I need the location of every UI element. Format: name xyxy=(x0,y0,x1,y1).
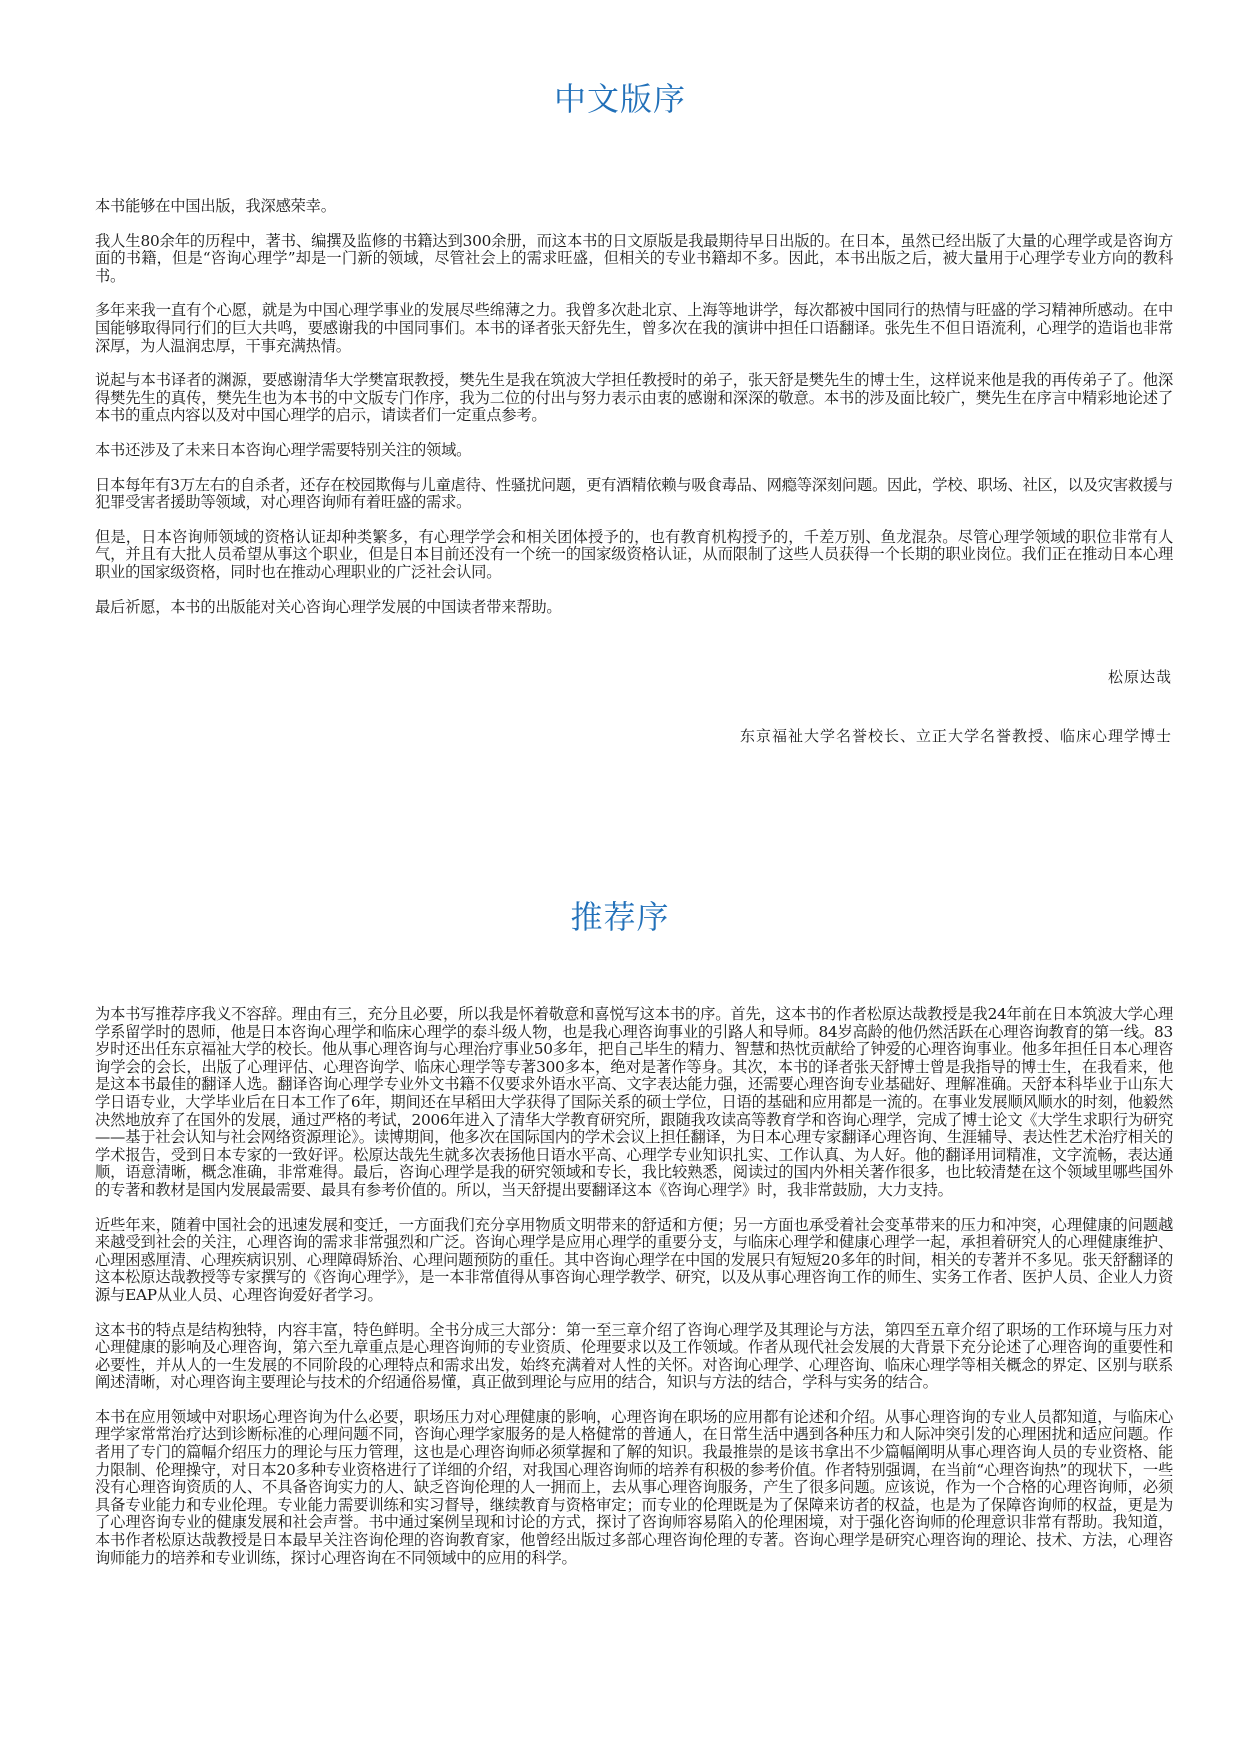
author-title: 东京福祉大学名誉校长、立正大学名誉教授、临床心理学博士 xyxy=(739,727,1172,745)
preface-paragraph: 日本每年有3万左右的自杀者，还存在校园欺侮与儿童虐待、性骚扰问题，更有酒精依赖与吸食毒品、网瘾等深刻问题。因此，学校、职场、社区，以及灾害救援与犯罪受害者援助等领域，对心理咨询师有着旺盛的需求。 xyxy=(95,475,1173,512)
recommendation-paragraph: 为本书写推荐序我义不容辞。理由有三，充分且必要，所以我是怀着敬意和喜悦写这本书的序。首先，这本书的作者松原达哉教授是我24年前在日本筑波大学心理学系留学时的恩师，他是日本咨询心理学和临床心理学的泰斗级人物，也是我心理咨询事业的引路人和导师。84岁高龄的他仍然活跃在心理咨询教育的第一线。83岁时还出任东京福祉大学的校长。他从事心理咨询与心理治疗事业50多年，把自己毕生的精力、智慧和热忱贡献给了钟爱的心理咨询事业。他多年担任日本心理咨询学会的会长，出版了心理评估、心理咨询学、临床心理学等专著300多本，绝对是著作等身。其次，本书的译者张天舒博士曾是我指导的博士生，在我看来，他是这本书最佳的翻译人选。翻译咨询心理学专业外文书籍不仅要求外语水平高、文字表达能力强，还需要心理咨询专业基础好、理解准确。天舒本科毕业于山东大学日语专业，大学毕业后在日本工作了6年，期间还在早稻田大学获得了国际关系的硕士学位，日语的基础和应用都是一流的。在事业发展顺风顺水的时刻，他毅然决然地放弃了在国外的发展，通过严格的考试，2006年进入了清华大学教育研究所，跟随我攻读高等教育学和咨询心理学，完成了博士论文《大学生求职行为研究——基于社会认知与社会网络资源理论》。读博期间，他多次在国际国内的学术会议上担任翻译，为日本心理专家翻译心理咨询、生涯辅导、表达性艺术治疗相关的学术报告，受到日本专家的一致好评。松原达哉先生就多次表扬他日语水平高、心理学专业知识扎实、工作认真、为人好。他的翻译用词精准，文字流畅，表达通顺，语意清晰，概念准确，非常难得。最后，咨询心理学是我的研究领域和专长，我比较熟悉，阅读过的国内外相关著作很多，也比较清楚在这个领域里哪些国外的专著和教材是国内发展最需要、最具有参考价值的。所以，当天舒提出要翻译这本《咨询心理学》时，我非常鼓励，大力支持。 xyxy=(95,1005,1173,1199)
recommendation-title: 推荐序 xyxy=(570,898,670,936)
recommendation-paragraph: 近些年来，随着中国社会的迅速发展和变迁，一方面我们充分享用物质文明带来的舒适和方便；另一方面也承受着社会变革带来的压力和冲突，心理健康的问题越来越受到社会的关注，心理咨询的需求非常强烈和广泛。咨询心理学是应用心理学的重要分支，与临床心理学和健康心理学一起，承担着研究人的心理健康维护、心理困惑厘清、心理疾病识别、心理障碍矫治、心理问题预防的重任。其中咨询心理学在中国的发展只有短短20多年的时间，相关的专著并不多见。张天舒翻译的这本松原达哉教授等专家撰写的《咨询心理学》，是一本非常值得从事咨询心理学教学、研究，以及从事心理咨询工作的师生、实务工作者、医护人员、企业人力资源与EAP从业人员、心理咨询爱好者学习。 xyxy=(95,1215,1173,1304)
preface-title: 中文版序 xyxy=(553,80,686,118)
preface-paragraph: 本书能够在中国出版，我深感荣幸。 xyxy=(95,197,336,215)
recommendation-paragraph: 这本书的特点是结构独特，内容丰富，特色鲜明。全书分成三大部分：第一至三章介绍了咨询心理学及其理论与方法，第四至五章介绍了职场的工作环境与压力对心理健康的影响及心理咨询，第六至九章重点是心理咨询师的专业资质、伦理要求以及工作领域。作者从现代社会发展的大背景下充分论述了心理咨询的重要性和必要性，并从人的一生发展的不同阶段的心理特点和需求出发，始终充满着对人性的关怀。对咨询心理学、心理咨询、临床心理学等相关概念的界定、区别与联系阐述清晰，对心理咨询主要理论与技术的介绍通俗易懂，真正做到理论与应用的结合，知识与方法的结合，学科与实务的结合。 xyxy=(95,1320,1173,1392)
preface-paragraph: 本书还涉及了未来日本咨询心理学需要特别关注的领域。 xyxy=(95,440,472,459)
preface-paragraph: 但是，日本咨询师领域的资格认证却种类繁多，有心理学学会和相关团体授予的，也有教育机构授予的，千差万别、鱼龙混杂。尽管心理学领域的职位非常有人气，并且有大批人员希望从事这个职业，但是日本目前还没有一个统一的国家级资格认证，从而限制了这些人员获得一个长期的职业岗位。我们正在推动日本心理职业的国家级资格，同时也在推动心理职业的广泛社会认同。 xyxy=(95,527,1173,581)
recommendation-paragraph: 本书在应用领域中对职场心理咨询为什么必要，职场压力对心理健康的影响，心理咨询在职场的应用都有论述和介绍。从事心理咨询的专业人员都知道，与临床心理学家常常治疗达到诊断标准的心理问题不同，咨询心理学家服务的是人格健常的普通人，在日常生活中遇到各种压力和人际冲突引发的心理困扰和适应问题。作者用了专门的篇幅介绍压力的理论与压力管理，这也是心理咨询师必须掌握和了解的知识。我最推崇的是该书拿出不少篇幅阐明从事心理咨询人员的专业资格、能力限制、伦理操守，对日本20多种专业资格进行了详细的介绍，对我国心理咨询师的培养有积极的参考价值。作者特别强调，在当前“心理咨询热”的现状下，一些没有心理咨询资质的人、不具备咨询实力的人、缺乏咨询伦理的人一拥而上，去从事心理咨询服务，产生了很多问题。应该说，作为一个合格的心理咨询师，必须具备专业能力和专业伦理。专业能力需要训练和实习督导，继续教育与资格审定；而专业的伦理既是为了保障来访者的权益，也是为了保障咨询师的权益，更是为了心理咨询专业的健康发展和社会声誉。书中通过案例呈现和讨论的方式，探讨了咨询师容易陷入的伦理困境，对于强化咨询师的伦理意识非常有帮助。我知道，本书作者松原达哉教授是日本最早关注咨询伦理的咨询教育家，他曾经出版过多部心理咨询伦理的专著。咨询心理学是研究心理咨询的理论、技术、方法，心理咨询师能力的培养和专业训练，探讨心理咨询在不同领域中的应用的科学。 xyxy=(95,1407,1173,1567)
recommendation-body xyxy=(95,1006,1173,1584)
author-name: 松原达哉 xyxy=(1107,668,1172,686)
preface-body xyxy=(95,198,1173,633)
preface-paragraph: 我人生80余年的历程中，著书、编撰及监修的书籍达到300余册，而这本书的日文原版是我最期待早日出版的。在日本，虽然已经出版了大量的心理学或是咨询方面的书籍，但是“咨询心理学”却是一门新的领域，尽管社会上的需求旺盛，但相关的专业书籍却不多。因此，本书出版之后，被大量用于心理学专业方向的教科书。 xyxy=(95,231,1173,285)
preface-paragraph: 最后祈愿，本书的出版能对关心咨询心理学发展的中国读者带来帮助。 xyxy=(95,597,562,616)
preface-paragraph: 说起与本书译者的渊源，要感谢清华大学樊富珉教授，樊先生是我在筑波大学担任教授时的弟子，张天舒是樊先生的博士生，这样说来他是我的再传弟子了。他深得樊先生的真传，樊先生也为本书的中文版专门作序，我为二位的付出与努力表示由衷的感谢和深深的敬意。本书的涉及面比较广，樊先生在序言中精彩地论述了本书的重点内容以及对中国心理学的启示，请读者们一定重点参考。 xyxy=(95,371,1173,425)
preface-paragraph: 多年来我一直有个心愿，就是为中国心理学事业的发展尽些绵薄之力。我曾多次赴北京、上海等地讲学，每次都被中国同行的热情与旺盛的学习精神所感动。在中国能够取得同行们的巨大共鸣，要感谢我的中国同事们。本书的译者张天舒先生，曾多次在我的演讲中担任口语翻译。张先生不但日语流利，心理学的造诣也非常深厚，为人温润忠厚，干事充满热情。 xyxy=(95,301,1173,355)
